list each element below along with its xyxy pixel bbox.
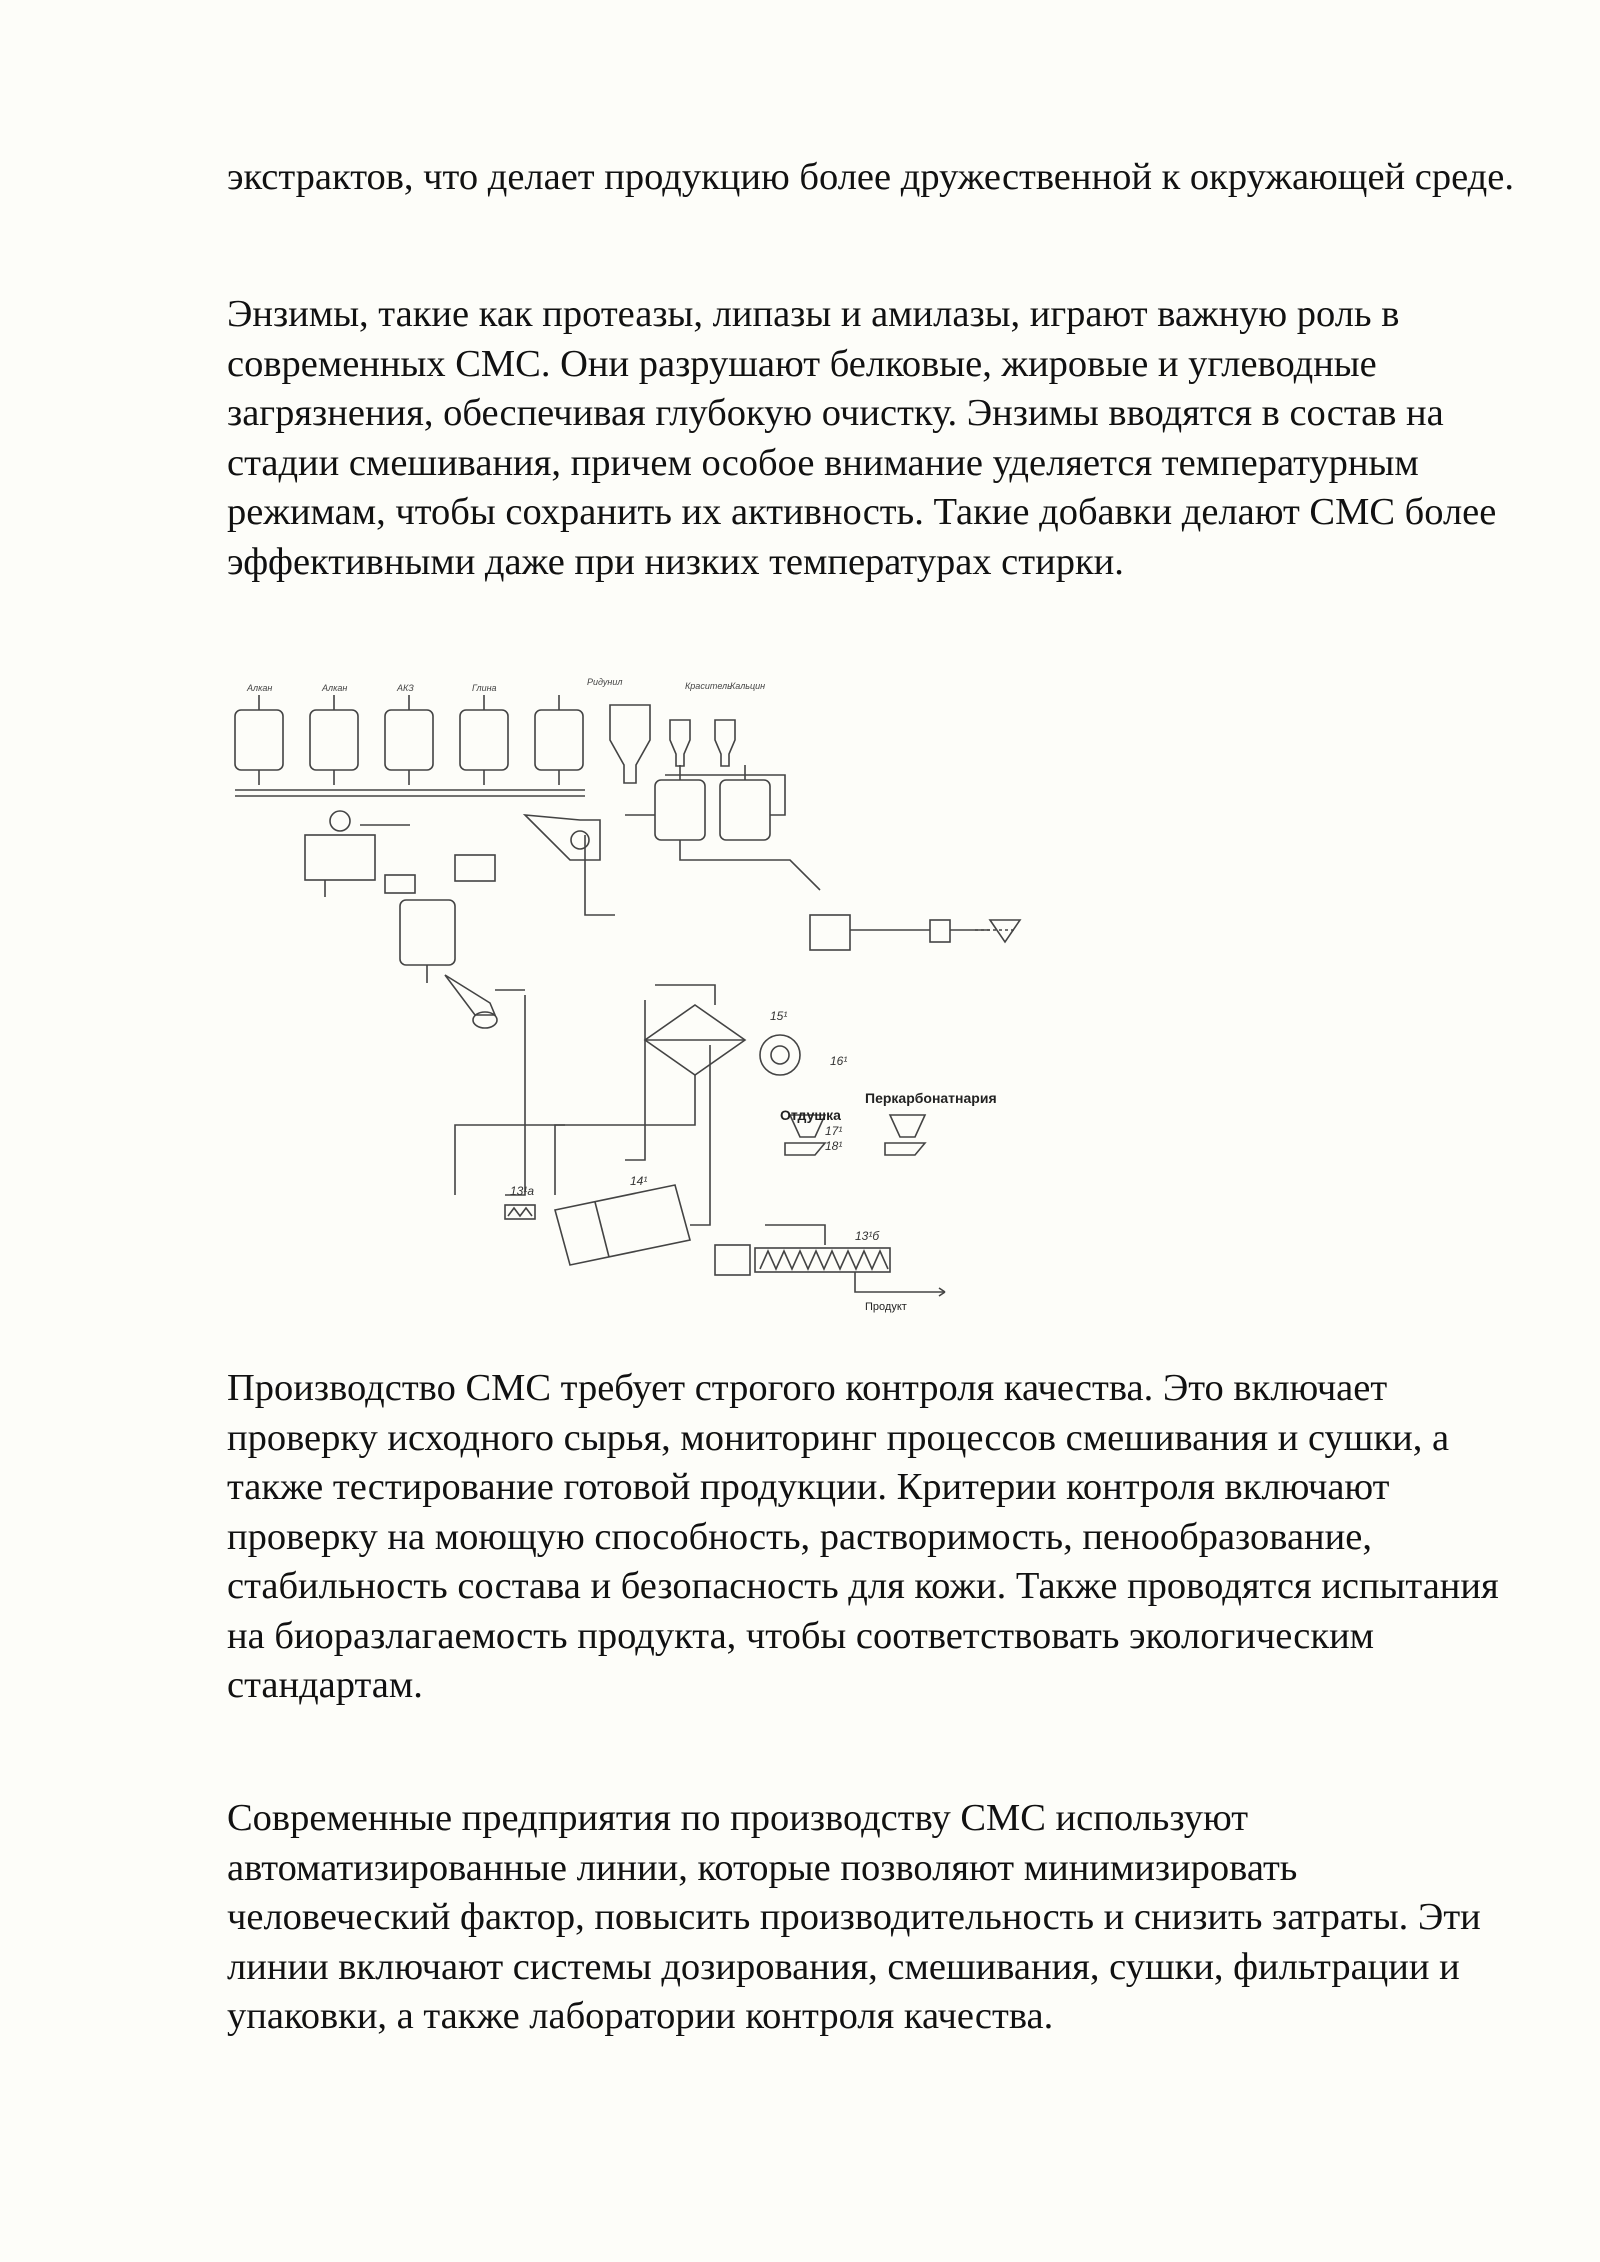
tank-5 [535, 695, 583, 785]
label-15: 15¹ [770, 1009, 788, 1023]
label-product: Продукт [865, 1301, 907, 1313]
tank-1 [235, 695, 283, 785]
tank-label-3: АКЗ [397, 683, 414, 693]
tank-label-7: Кальцин [730, 681, 766, 691]
right-line [810, 915, 1020, 950]
tank-label-2: Алкан [322, 683, 348, 693]
tank-4 [460, 695, 508, 785]
mixing-section [305, 811, 615, 1028]
hopper-3 [715, 720, 735, 766]
rotary-drum [555, 1185, 690, 1265]
label-18: 18¹ [825, 1139, 843, 1153]
label-perborate: Перкарбонатнария [865, 1090, 997, 1106]
tank-label-5: Ридунил [587, 677, 623, 687]
paragraph-3: Производство СМС требует строгого контроля качества. Это включает проверку исходного сырья, мониторинг процессов смешивания и сушки, а также тестирование готовой продукции. Критерии контроля включают проверку на моющую способность, растворимость, пенообразование, стабильность состава и безопасность для кожи. Также проводятся испытания на биоразлагаемость продукта, чтобы соответствовать экологическим стандартам. [227, 1367, 1499, 1706]
hopper-1 [610, 705, 650, 783]
label-16: 16¹ [830, 1054, 848, 1068]
paragraph-1: экстрактов, что делает продукцию более дружественной к окружающей среде. [227, 156, 1514, 198]
lower-section [455, 985, 945, 1296]
paragraph-2: Энзимы, такие как протеазы, липазы и амилазы, играют важную роль в современных СМС. Они разрушают белковые, жировые и углеводные загрязнения, обеспечивая глубокую очистку. Энзимы вводятся в состав на стадии смешивания, причем особое внимание уделяется температурным режимам, чтобы сохранить их активность. Такие добавки делают СМС более эффективными даже при низких температурах стирки. [227, 293, 1497, 583]
label-13a: 13¹а [510, 1184, 535, 1198]
label-17: 17¹ [825, 1124, 843, 1138]
tank-label-1: Алкан [247, 683, 273, 693]
tank-label-4: Глина [472, 683, 497, 693]
process-flow-diagram [225, 665, 1245, 1325]
tank-2 [310, 695, 358, 785]
label-drying: Отдушка [780, 1107, 841, 1123]
tank-3 [385, 695, 433, 785]
label-13b: 13¹б [855, 1229, 880, 1243]
tank-label-6: Краситель [685, 681, 732, 691]
label-14: 14¹ [630, 1174, 648, 1188]
paragraph-4: Современные предприятия по производству СМС используют автоматизированные линии, которые позволяют минимизировать человеческий фактор, повысить производительность и снизить затраты. Эти линии включают системы дозирования, смешивания, сушки, фильтрации и упаковки, а также лаборатории контроля качества. [227, 1797, 1481, 2037]
reactor-pair [625, 765, 820, 890]
hopper-2 [670, 720, 690, 766]
